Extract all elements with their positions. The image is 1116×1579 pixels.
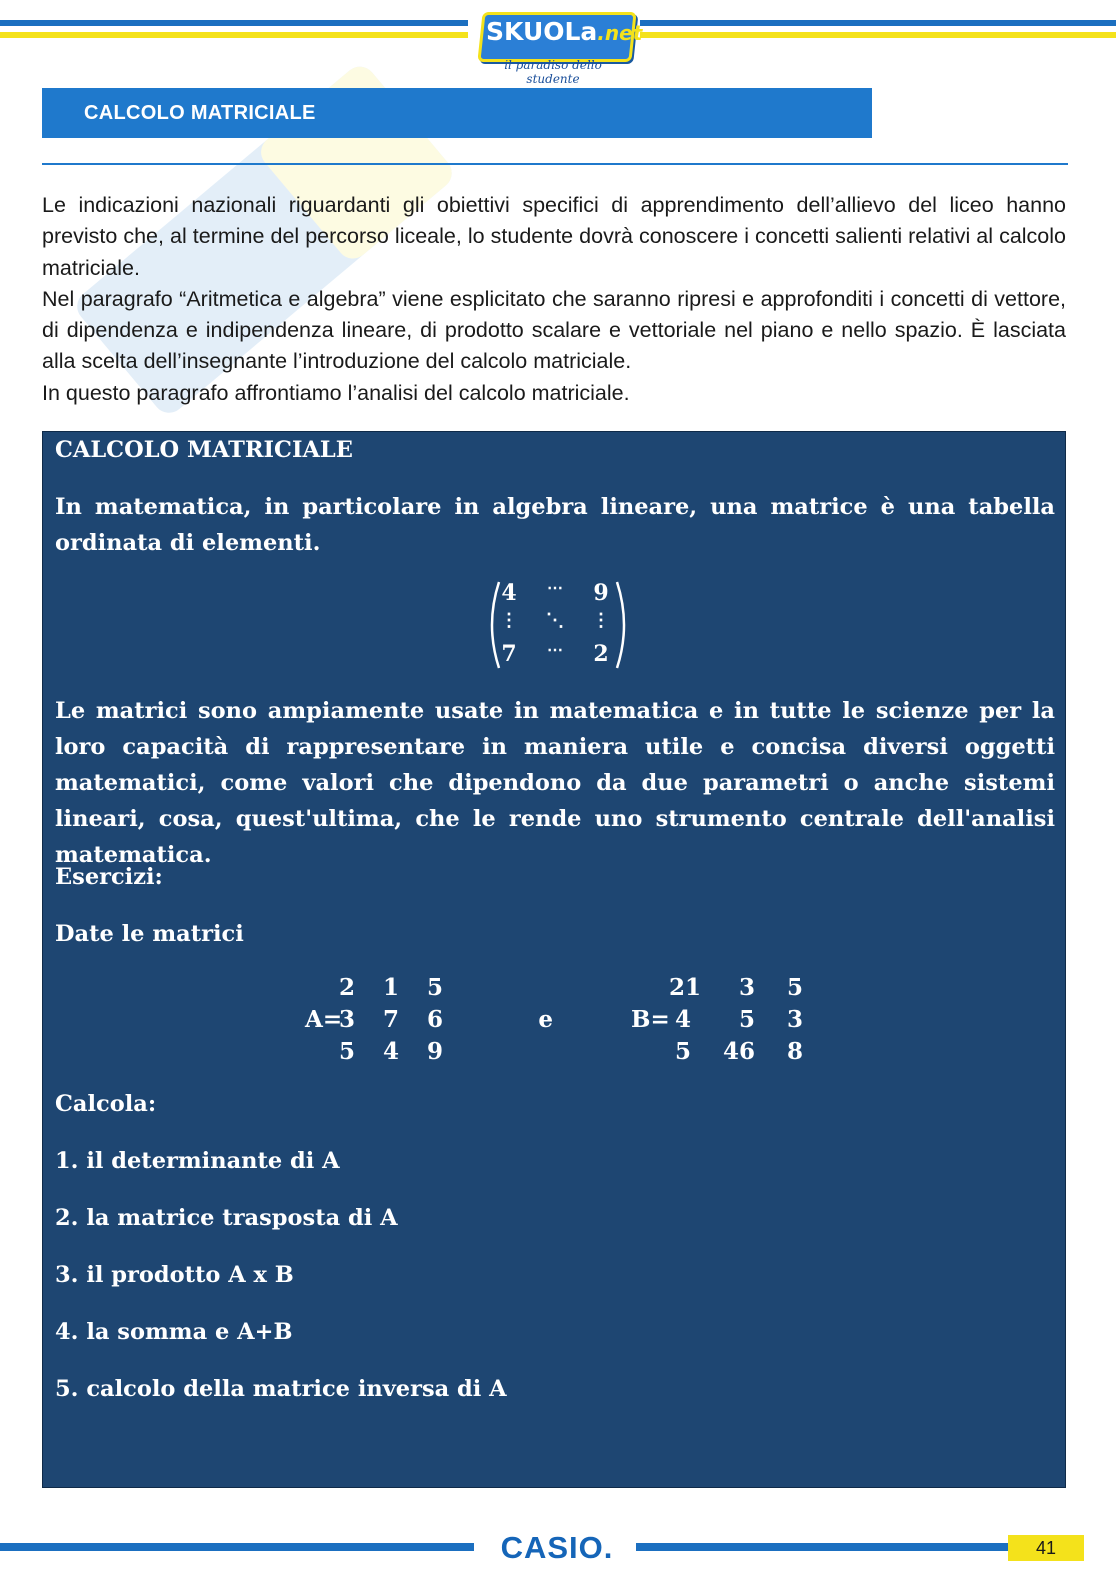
task-item: 1. il determinante di A <box>55 1148 340 1174</box>
task-item: 2. la matrice trasposta di A <box>55 1205 398 1231</box>
matrix-b-r1c2: 3 <box>738 974 755 1001</box>
matrix-b-label: B= <box>631 1006 670 1033</box>
matrix-a-label: A= <box>305 1006 343 1033</box>
matrix-a-r2c2: 7 <box>382 1006 399 1033</box>
page-number-badge <box>1008 1535 1084 1561</box>
intro-paragraph-2: Nel paragrafo “Aritmetica e algebra” viene esplicitato che saranno ripresi e approfonditi i concetti di vettore, di dipendenza e indipendenza lineare, di prodotto scalare e vettoriale nel piano e nello spazio. È lasciata alla scelta dell’insegnante l’introduzione del calcolo matriciale. <box>42 286 1066 374</box>
logo-tagline: il paradiso dello studente <box>504 58 602 86</box>
matrix-b-r2c2: 5 <box>738 1006 755 1033</box>
footer-stripe-left <box>0 1543 474 1551</box>
panel-definition: In matematica, in particolare in algebra lineare, una matrice è una tabella ordinata di elementi. <box>55 494 1055 556</box>
matrix-b-r3c3: 8 <box>786 1038 803 1065</box>
intro-paragraph-3: In questo paragrafo affrontiamo l’analisi del calcolo matriciale. <box>42 380 630 405</box>
task-item: 3. il prodotto A x B <box>55 1262 294 1288</box>
matrix-b-r1c3: 5 <box>786 974 803 1001</box>
panel-usage: Le matrici sono ampiamente usate in matematica e in tutte le scienze per la loro capacità di rappresentare in maniera utile e concisa diversi oggetti matematici, come valori che dipendono da due parametri o anche sistemi lineari, cosa, quest'ultima, che le rende uno strumento centrale dell'analisi matematica. <box>55 698 1055 868</box>
casio-logo: CASIO. <box>500 1530 614 1565</box>
header-stripe-blue-left <box>0 20 468 26</box>
matrix-conjunction: e <box>538 1006 553 1033</box>
matrix-cell-top-mid: ⋯ <box>547 578 563 597</box>
intro-paragraph-1: Le indicazioni nazionali riguardanti gli obiettivi specifici di apprendimento dell’allievo del liceo hanno previsto che, al termine del percorso liceale, lo studente dovrà conoscere i concetti salienti relativi al calcolo matriciale. <box>42 193 1066 280</box>
matrix-a-r1c3: 5 <box>426 974 443 1001</box>
matrix-cell-bot-mid: ⋯ <box>547 640 563 659</box>
matrix-cell-bot-right: 2 <box>593 641 609 667</box>
header-stripe-yellow-right <box>640 32 1116 38</box>
page-number: 41 <box>1035 1537 1057 1558</box>
matrix-a-r3c3: 9 <box>426 1038 443 1065</box>
matrix-a-r1c2: 1 <box>382 974 399 1001</box>
matrix-cell-top-right: 9 <box>593 580 609 606</box>
matrix-b-r2c1: 4 <box>674 1006 691 1033</box>
footer-stripe-right <box>636 1543 1008 1551</box>
logo-text <box>486 17 642 46</box>
matrix-b-r2c3: 3 <box>786 1006 803 1033</box>
matrix-cell-bot-left: 7 <box>501 641 517 667</box>
header-stripe-yellow-left <box>0 32 468 38</box>
generic-matrix <box>483 578 633 672</box>
matrix-info-panel <box>42 431 1066 1488</box>
title-divider <box>42 163 1068 165</box>
task-item: 4. la somma e A+B <box>55 1319 293 1345</box>
matrix-a-r3c1: 5 <box>338 1038 355 1065</box>
compute-label: Calcola: <box>55 1091 157 1117</box>
matrix-cell-mid-left: ⋮ <box>500 610 518 631</box>
matrix-b-r3c2: 46 <box>722 1038 755 1065</box>
matrix-a-r1c1: 2 <box>338 974 355 1001</box>
right-paren-icon <box>613 578 633 672</box>
matrix-cell-mid-right: ⋮ <box>592 610 610 631</box>
header-stripe-blue-right <box>640 20 1116 26</box>
matrix-b-r1c1: 21 <box>668 974 701 1001</box>
panel-heading: CALCOLO MATRICIALE <box>55 437 353 463</box>
matrix-a-r2c3: 6 <box>426 1006 443 1033</box>
intro-text <box>42 190 1066 409</box>
matrix-cell-top-left: 4 <box>501 580 517 606</box>
section-title: CALCOLO MATRICIALE <box>84 101 316 124</box>
matrix-b-r3c1: 5 <box>674 1038 691 1065</box>
skuola-logo <box>474 8 643 86</box>
section-title-bar <box>42 88 872 138</box>
given-label: Date le matrici <box>55 921 244 947</box>
task-item: 5. calcolo della matrice inversa di A <box>55 1376 507 1402</box>
matrix-a-r3c2: 4 <box>382 1038 399 1065</box>
logo-brand: SKUOLa <box>486 17 598 46</box>
exercises-label: Esercizi: <box>55 864 163 890</box>
logo-suffix: .net <box>597 21 643 45</box>
matrix-cell-mid-mid: ⋱ <box>546 610 564 631</box>
matrix-a-r2c1: 3 <box>338 1006 355 1033</box>
